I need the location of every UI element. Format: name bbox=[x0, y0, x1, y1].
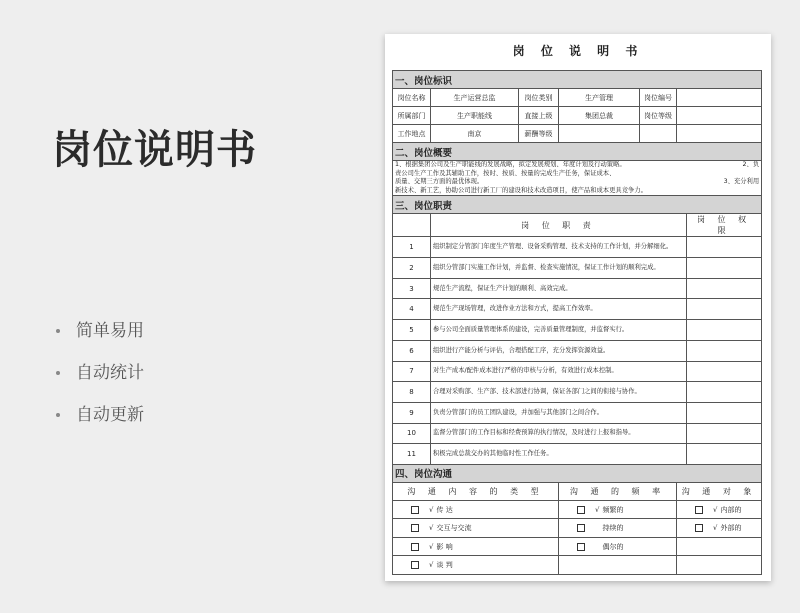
duty-number: 10 bbox=[393, 423, 431, 444]
job-description-table bbox=[392, 70, 762, 575]
check-mark-icon: √ bbox=[595, 505, 600, 514]
comm-header-row bbox=[393, 482, 762, 500]
comm-row bbox=[393, 500, 762, 519]
duty-header-row bbox=[393, 214, 762, 237]
section-identity: 一、岗位标识 bbox=[393, 71, 762, 89]
duty-text: 规范生产现场管理，改进作业方法和方式，提高工作效率。 bbox=[431, 299, 687, 320]
document-title: 岗 位 说 明 书 bbox=[512, 44, 644, 58]
check-mark-icon: √ bbox=[429, 505, 434, 514]
comm-type-cell: √ 谈 判 bbox=[393, 556, 559, 575]
checkbox[interactable] bbox=[411, 543, 419, 551]
comm-target-header: 沟 通 对 象 bbox=[677, 482, 762, 500]
duty-authority bbox=[687, 361, 762, 382]
check-mark-icon: √ bbox=[713, 505, 718, 514]
section-communication: 四、岗位沟通 bbox=[393, 464, 762, 482]
comm-frequency-cell bbox=[559, 556, 677, 575]
duty-authority bbox=[687, 299, 762, 320]
duty-header: 岗 位 职 责 bbox=[431, 214, 687, 237]
duty-authority bbox=[687, 278, 762, 299]
comm-frequency-cell: 偶尔的 bbox=[559, 537, 677, 556]
checkbox[interactable] bbox=[577, 506, 585, 514]
duty-authority bbox=[687, 340, 762, 361]
duty-text: 组织分管部门实施工作计划，并监督、检查实施情况，保证工作计划的顺利完成。 bbox=[431, 258, 687, 279]
duty-text: 积极完成总裁交办的其他临时性工作任务。 bbox=[431, 444, 687, 465]
comm-type-cell: √ 影 响 bbox=[393, 537, 559, 556]
duty-row bbox=[393, 423, 762, 444]
checkbox[interactable] bbox=[695, 524, 703, 532]
checkbox[interactable] bbox=[577, 543, 585, 551]
duty-number: 2 bbox=[393, 258, 431, 279]
duty-number: 5 bbox=[393, 320, 431, 341]
checkbox[interactable] bbox=[411, 524, 419, 532]
feature-item: 简单易用 bbox=[56, 310, 144, 352]
feature-item: 自动统计 bbox=[56, 352, 144, 394]
duty-authority bbox=[687, 382, 762, 403]
document-preview bbox=[385, 34, 771, 581]
duty-row bbox=[393, 258, 762, 279]
identity-row: 岗位名称 生产运营总监 岗位类别 生产管理 岗位编号 bbox=[393, 89, 762, 107]
checkbox[interactable] bbox=[411, 561, 419, 569]
page-title: 岗位说明书 bbox=[52, 127, 257, 173]
check-mark-icon: √ bbox=[713, 524, 718, 533]
duty-authority bbox=[687, 423, 762, 444]
duty-authority bbox=[687, 402, 762, 423]
bullet-dot-icon bbox=[56, 329, 60, 333]
duty-number: 4 bbox=[393, 299, 431, 320]
comm-row bbox=[393, 519, 762, 538]
duty-number: 8 bbox=[393, 382, 431, 403]
duty-number: 9 bbox=[393, 402, 431, 423]
duty-text: 合理对采购部、生产部、技术部进行协调，保证各部门之间的衔接与协作。 bbox=[431, 382, 687, 403]
duty-number: 6 bbox=[393, 340, 431, 361]
checkbox[interactable] bbox=[577, 524, 585, 532]
feature-item: 自动更新 bbox=[56, 394, 144, 436]
duty-text: 负责分管部门的员工团队建设，并加强与其他部门之间合作。 bbox=[431, 402, 687, 423]
check-mark-icon: √ bbox=[429, 524, 434, 533]
duty-row bbox=[393, 237, 762, 258]
duty-row bbox=[393, 382, 762, 403]
bullet-dot-icon bbox=[56, 371, 60, 375]
duty-row bbox=[393, 361, 762, 382]
comm-target-cell: √ 内部的 bbox=[677, 500, 762, 519]
identity-row: 所属部门 生产职能线 直接上级 集团总裁 岗位等级 bbox=[393, 107, 762, 125]
section-duties: 三、岗位职责 bbox=[393, 196, 762, 214]
duty-text: 规范生产流程，保证生产计划的顺利、高效完成。 bbox=[431, 278, 687, 299]
duty-number: 11 bbox=[393, 444, 431, 465]
duty-text: 组织制定分管部门年度生产管理、设备采购管理、技术支持的工作计划，并分解细化。 bbox=[431, 237, 687, 258]
duty-authority bbox=[687, 320, 762, 341]
comm-row bbox=[393, 537, 762, 556]
identity-row: 工作地点 南京 薪酬等级 bbox=[393, 125, 762, 143]
comm-frequency-cell: √ 频繁的 bbox=[559, 500, 677, 519]
duty-row bbox=[393, 320, 762, 341]
duty-text: 监督分管部门的工作目标和经费预算的执行情况，及时进行上报和指导。 bbox=[431, 423, 687, 444]
checkbox[interactable] bbox=[695, 506, 703, 514]
duty-number: 3 bbox=[393, 278, 431, 299]
comm-type-cell: √ 传 达 bbox=[393, 500, 559, 519]
duty-row bbox=[393, 340, 762, 361]
duty-authority bbox=[687, 444, 762, 465]
bullet-dot-icon bbox=[56, 413, 60, 417]
duty-number: 1 bbox=[393, 237, 431, 258]
comm-type-cell: √ 交互与交流 bbox=[393, 519, 559, 538]
authority-header: 岗 位 权 限 bbox=[687, 214, 762, 237]
comm-target-cell bbox=[677, 556, 762, 575]
feature-list bbox=[56, 310, 144, 436]
comm-frequency-cell: 持续的 bbox=[559, 519, 677, 538]
comm-type-header: 沟 通 内 容 的 类 型 bbox=[393, 482, 559, 500]
comm-row bbox=[393, 556, 762, 575]
duty-row bbox=[393, 278, 762, 299]
duty-text: 对生产成本/配件成本进行严格的审核与分析，有效进行成本控制。 bbox=[431, 361, 687, 382]
duty-row bbox=[393, 299, 762, 320]
check-mark-icon: √ bbox=[429, 561, 434, 570]
duty-row bbox=[393, 402, 762, 423]
job-summary: 1、根据集团公司及生产职能线的发展战略，拟定发展规划、年度计划及行动策略。 2、负 责公司生产工作及其辅助工作，按时、按质、按量的完成生产任务，保证成本、 质量、交期三方面的最优体现。 3、充分利用 新技术、新工艺，协助公司进行新工厂的建设和技术改造项目，使产品和成本更具竞争力。 bbox=[393, 161, 762, 196]
duty-number: 7 bbox=[393, 361, 431, 382]
comm-target-cell bbox=[677, 537, 762, 556]
duty-text: 组织进行产能分析与评估，合理搭配工序，充分发挥资源效益。 bbox=[431, 340, 687, 361]
duty-row bbox=[393, 444, 762, 465]
comm-frequency-header: 沟 通 的 频 率 bbox=[559, 482, 677, 500]
checkbox[interactable] bbox=[411, 506, 419, 514]
duty-text: 参与公司全面质量管理体系的建设，完善质量管理制度，并监督实行。 bbox=[431, 320, 687, 341]
duty-authority bbox=[687, 237, 762, 258]
comm-target-cell: √ 外部的 bbox=[677, 519, 762, 538]
section-overview: 二、岗位概要 bbox=[393, 143, 762, 161]
duty-authority bbox=[687, 258, 762, 279]
check-mark-icon: √ bbox=[429, 542, 434, 551]
